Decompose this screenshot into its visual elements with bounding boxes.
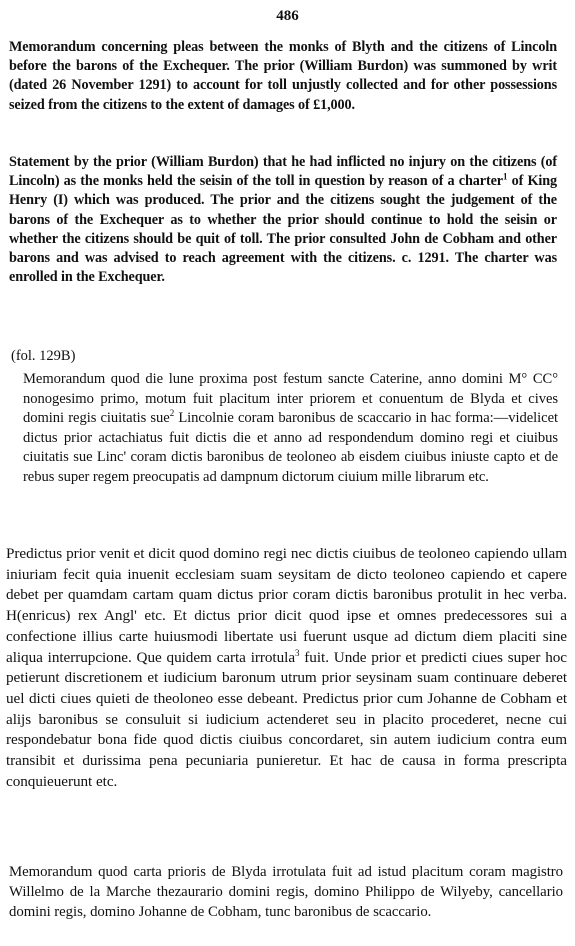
latin-paragraph-2: [6, 544, 567, 792]
latin-1-text-a: Memorandum quod die lune proxima post festum sancte Caterine, anno domini M° CC° nonogesimo primo, motum fuit placitum inter priorem et conuentum de Blyda et cives domini regis ciuitatis sue: [23, 371, 558, 426]
latin-paragraph-3: Memorandum quod carta prioris de Blyda irrotulata fuit ad istud placitum coram magistro Willelmo de la Marche thezaurario domini regis, domino Philippo de Wilyeby, cancellario domini regis, domino Johanne de Cobham, tunc baronibus de scaccario.: [9, 864, 563, 920]
latin-2-text-b: fuit. Unde prior et predicti ciues super hoc petierunt discretionem et iudicium baronum utrum prior seysinam suam continuare deberet uel dicti ciues quieti de theoloneo esse debeant. Predictus prior cum Johanne de Cobham et alijs baronibus se consuluit si iudicium actenderet seu in placito procederet, necne cui respondebatur bona fide quod dictis ciuibus concordaret, sin autem iudicium contra eum transibit et durissima pena pecuniaria punieretur. Et hac de causa in forma prescripta conquieuerunt etc.: [6, 648, 567, 790]
latin-2-text-a: Predictus prior venit et dicit quod domino regi nec dictis ciuibus de teoloneo capiendo ullam iniuriam fecit quia inuenit ecclesiam suam seysitam de dicto teoloneo capiendo et capere debet per quamdam cartam quam dictus prior coram dictis baronibus protulit in hec verba. H(enricus) rex Angl' etc. Et dictus prior dicit quod ipse et omnes predecessores sui a confectione illius carte huiusmodi libertate usi fuerunt usque ad dictum diem placiti sine aliqua interrupcione. Que quidem carta irrotula: [6, 545, 567, 666]
summary-2-text-a: Statement by the prior (William Burdon) that he had inflicted no injury on the citizens (of Lincoln) as the monks held the seisin of the toll in question by reason of a charter: [9, 154, 557, 190]
footnote-marker-1: 1: [502, 171, 508, 182]
folio-reference: (fol. 129B): [11, 348, 76, 364]
footnote-marker-3: 3: [295, 647, 300, 658]
footnote-marker-2: 2: [169, 408, 175, 419]
page-number: 486: [276, 8, 299, 24]
summary-paragraph-2: [9, 153, 557, 287]
summary-paragraph-1: Memorandum concerning pleas between the monks of Blyth and the citizens of Lincoln before the barons of the Exchequer. The prior (William Burdon) was summoned by writ (dated 26 November 1291) to account for toll unjustly collected and for other possessions seized from the citizens to the extent of damages of £1,000.: [9, 39, 557, 113]
latin-1-text-b: Lincolnie coram baronibus de scaccario in hac forma:—videlicet dictus prior actachiatus fuit dictis die et anno ad respondendum domino regi et ciuibus ciuitatis sue Linc' coram dictis baronibus de teoloneo ab eisdem ciuibus iniuste capto et de rebus super regem preocupatis ad dampnum dictorum ciuium mille librarum etc.: [23, 410, 558, 485]
summary-2-text-b: of King Henry (I) which was produced. The prior and the citizens sought the judgement of the barons of the Exchequer as to whether the prior should continue to hold the seisin or whether the citizens should be quit of toll. The prior consulted John de Cobham and other barons and was advised to reach agreement with the citizens. c. 1291. The charter was enrolled in the Exchequer.: [9, 173, 558, 286]
latin-paragraph-1: [23, 370, 558, 487]
